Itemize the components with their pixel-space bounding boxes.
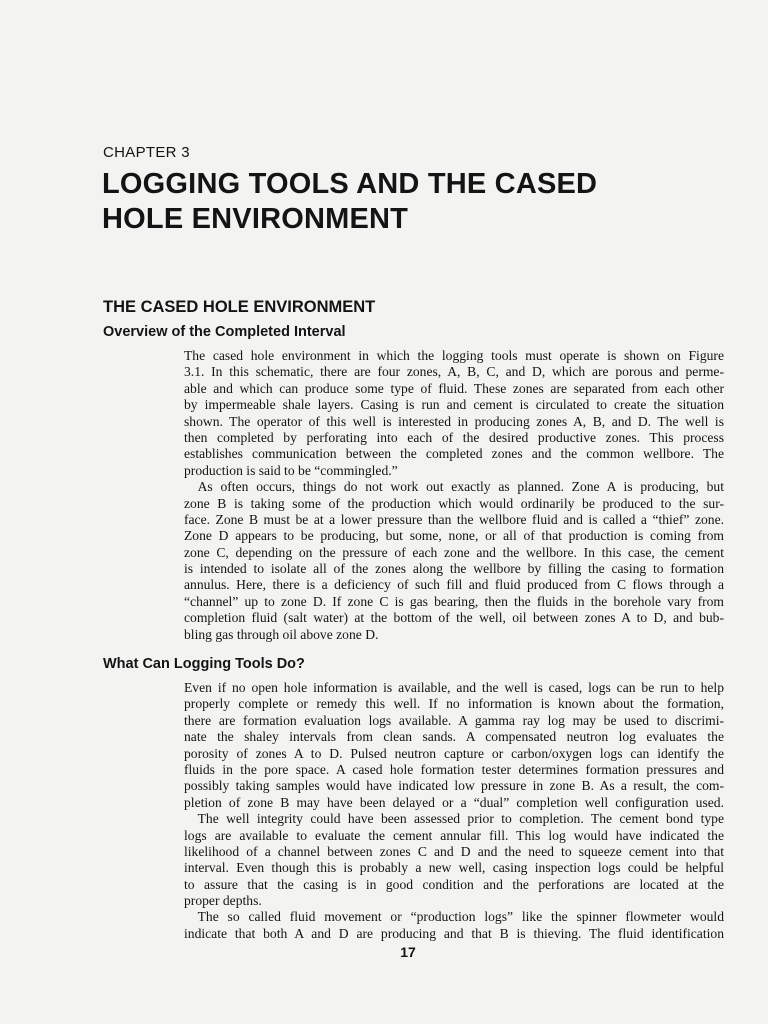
subsection-title-overview: Overview of the Completed Interval — [103, 324, 346, 340]
text-line: nate the shaley intervals from clean sands. A compensated neutron log evaluates the — [184, 729, 724, 745]
text-line: “channel” up to zone D. If zone C is gas bearing, then the fluids in the borehole vary from — [184, 593, 724, 609]
text-line: interval. Even though this is probably a new well, casing inspection logs could be helpful — [184, 860, 724, 876]
text-line: likelihood of a channel between zones C and D and the need to squeeze cement into that — [184, 843, 724, 859]
text-line: proper depths. — [184, 893, 262, 909]
chapter-label: CHAPTER 3 — [103, 144, 190, 161]
text-line: The well integrity could have been assessed prior to completion. The cement bond type — [184, 811, 724, 827]
text-line: fluids in the pore space. A cased hole formation tester determines formation pressures and — [184, 761, 724, 777]
text-line: zone B is taking some of the production which would ordinarily be produced to the sur- — [184, 495, 724, 511]
text-line: is intended to isolate all of the zones along the wellbore by filling the casing to formation — [184, 561, 724, 577]
text-line: shown. The operator of this well is interested in producing zones A, B, and D. The well is — [184, 413, 724, 429]
text-line: As often occurs, things do not work out exactly as planned. Zone A is producing, but — [184, 479, 724, 495]
page-number: 17 — [400, 944, 416, 960]
text-line: Even if no open hole information is available, and the well is cased, logs can be run to help — [184, 680, 724, 695]
text-line: completion fluid (salt water) at the bottom of the well, oil between zones A to D, and bub- — [184, 610, 724, 626]
text-line: then completed by perforating into each of the desired productive zones. This process — [184, 429, 724, 445]
text-line: Zone D appears to be producing, but some, none, or all of that production is coming from — [184, 528, 724, 544]
text-line: indicate that both A and D are producing and that B is thieving. The fluid identification — [184, 925, 724, 941]
text-line: able and which can produce some type of fluid. These zones are separated from each other — [184, 380, 724, 396]
text-line: zone C, depending on the pressure of each zone and the wellbore. In this case, the cement — [184, 544, 724, 560]
logging-tools-body — [184, 680, 724, 942]
text-line: 3.1. In this schematic, there are four zones, A, B, C, and D, which are porous and perme- — [184, 364, 724, 380]
text-line: annulus. Here, there is a deficiency of such fill and fluid produced from C flows through a — [184, 577, 724, 593]
text-line: to assure that the casing is in good condition and the perforations are located at the — [184, 876, 724, 892]
chapter-title — [102, 167, 662, 237]
text-line: The cased hole environment in which the logging tools must operate is shown on Figure — [184, 348, 724, 363]
chapter-title-line: LOGGING TOOLS AND THE CASED — [102, 168, 598, 200]
text-line: possibly taking samples would have indicated low pressure in zone B. As a result, the com- — [184, 778, 724, 794]
text-line: The so called fluid movement or “production logs” like the spinner flowmeter would — [184, 909, 724, 925]
text-line: porosity of zones A to D. Pulsed neutron capture or carbon/oxygen logs can identify the — [184, 745, 724, 761]
overview-body — [184, 348, 724, 643]
subsection-title-logging-tools: What Can Logging Tools Do? — [103, 656, 305, 672]
text-line: pletion of zone B may have been delayed or a “dual” completion well configuration used. — [184, 794, 724, 810]
text-line: bling gas through oil above zone D. — [184, 626, 379, 642]
text-line: properly complete or remedy this well. If no information is known about the formation, — [184, 696, 724, 712]
text-line: establishes communication between the completed zones and the common wellbore. The — [184, 446, 724, 462]
section-title: THE CASED HOLE ENVIRONMENT — [103, 298, 376, 316]
text-line: by impermeable shale layers. Casing is run and cement is circulated to create the situation — [184, 397, 724, 413]
text-line: there are formation evaluation logs available. A gamma ray log may be used to discrimi- — [184, 712, 724, 728]
text-line: logs are available to evaluate the cement annular fill. This log would have indicated the — [184, 827, 724, 843]
text-line: face. Zone B must be at a lower pressure than the wellbore fluid and is called a “thief” zone. — [184, 511, 724, 527]
chapter-title-line: HOLE ENVIRONMENT — [102, 203, 409, 235]
text-line: production is said to be “commingled.” — [184, 462, 398, 478]
